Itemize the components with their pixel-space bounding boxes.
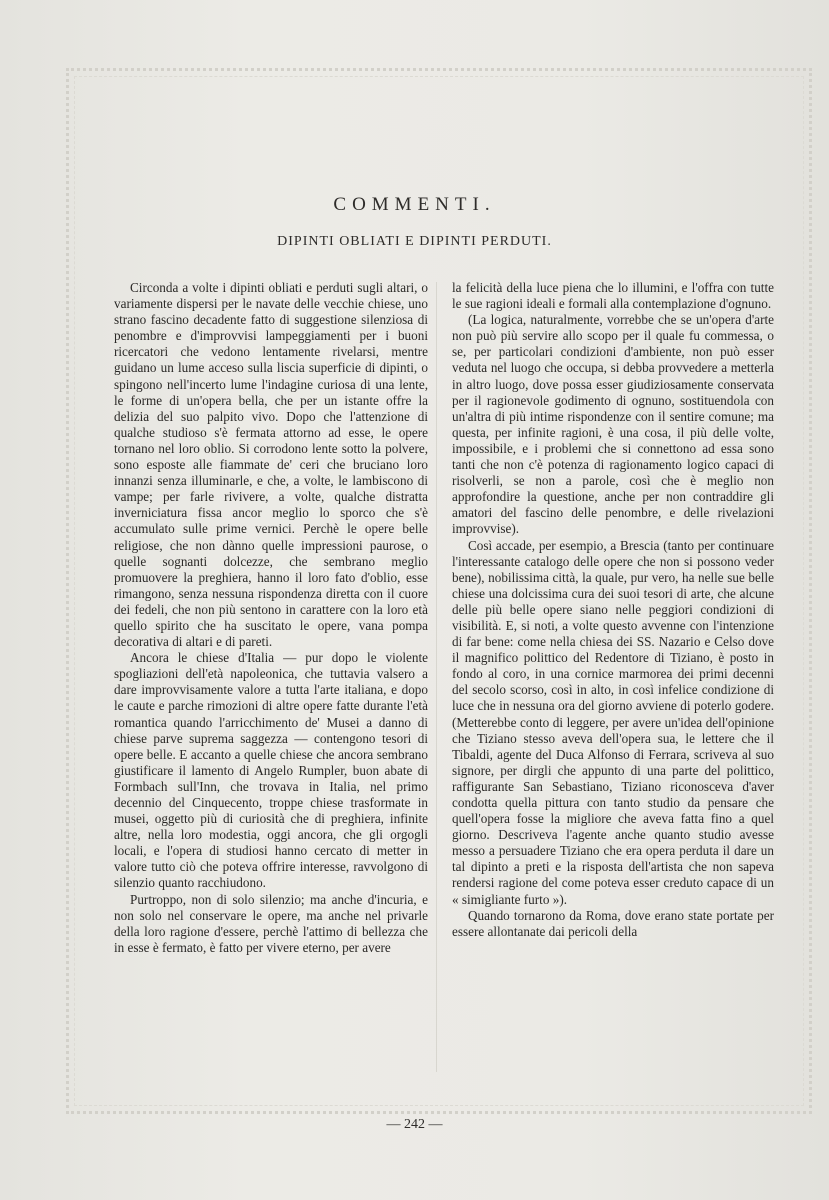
paragraph: Ancora le chiese d'Italia — pur dopo le violente spogliazioni dell'età napoleonica, che tuttavia valsero a dare improvvisamente valore a tutta l'arte italiana, e dopo le caute e parche rimozioni di altre opere fatte durante l'età romantica quando l'arricchimento de' Musei a danno di chiese parve suprema saggezza — contengono tesori di opere belle. E accanto a quelle chiese che ancora sembrano giustificare il lamento di Angelo Rumpler, buon abate di Formbach sull'Inn, che trovava in Italia, nel primo decennio del Cinquecento, troppe chiese trasformate in musei, oggetto più di curiosità che di preghiera, infinite altre, nella loro modestia, oggi ancora, che gli orgogli locali, e l'opera di studiosi hanno cercato di metter in valore tutto ciò che poteva offrire interesse, ravvolgono di silenzio quanto racchiudono. (114, 650, 428, 891)
article-title: DIPINTI OBLIATI E DIPINTI PERDUTI. (277, 234, 552, 249)
section-title: COMMENTI. (333, 194, 496, 215)
text-column-left (114, 280, 428, 956)
paragraph: Purtroppo, non di solo silenzio; ma anche d'incuria, e non solo nel conservare le opere, ma anche nel privarle della loro ragione d'essere, perchè l'attimo di bellezza che in esse è fermato, è fatto per vivere eterno, per avere (114, 891, 428, 955)
paragraph: Circonda a volte i dipinti obliati e perduti sugli altari, o variamente dispersi per le navate delle vecchie chiese, uno strano fascino decadente fatto di suggestione silenziosa di penombre e d'improvvisi lampeggiamenti per i buoni ricercatori che vedono lentamente rivelarsi, mentre guidano un lume acceso sulla liscia superficie di dipinti, o spingono nell'incerto lume l'indagine curiosa di una lente, le forme di un'opera bella, che per un istante offre la delizia del suo palpito vivo. Dopo che l'attenzione di qualche studioso s'è fermata attorno ad esse, le opere tornano nel loro oblio. Si corrodono lente sotto la polvere, sono esposte alle fiammate de' ceri che bruciano loro innanzi senza illuminarle, e che, a volte, le lambiscono di vampe; per farle rivivere, a volte, qualche distratta inverniciatura fissa ancor meglio lo sporco che s'è accumulato sulle prime vernici. Perchè le opere belle religiose, che non dànno quelle impressioni paurose, o quelle sognanti dolcezze, che sembrano meglio promuovere la preghiera, hanno il loro fato d'oblio, esse rimangono, senza nessuna rispondenza diretta con il cuore dei fedeli, che non più sentono in carattere con la loro età quello spirito che ha suscitato le opere, vana pompa decorativa di altari e di pareti. (114, 280, 428, 650)
page-number: — 242 — (386, 1117, 443, 1132)
paragraph: Così accade, per esempio, a Brescia (tanto per continuare l'interessante catalogo delle opere che non si possono veder bene), nobilissima città, la quale, pur vero, ha nelle sue belle chiese una dolcissima cura dei suoi tesori di arte, che alcune delle più belle opere siano nelle peggiori condizioni di visibilità. E, si noti, a volte questo avvenne con l'intenzione di far bene: come nella chiesa dei SS. Nazario e Celso dove il magnifico polittico del Redentore di Tiziano, è posto in fondo al coro, in una cornice marmorea dei primi decenni del secolo scorso, così in alto, in così infelice condizione di luce che in nessuna ora del giorno avviene di poterlo godere. (Metterebbe conto di leggere, per avere un'idea dell'opinione che Tiziano stesso aveva dell'opera sua, le lettere che il Tibaldi, agente del Duca Alfonso di Ferrara, scriveva al suo signore, per dirgli che appunto di una parte del polittico, raffigurante San Sebastiano, Tiziano riconosceva d'aver condotta quella pittura con tanto studio da pensare che quell'opera fosse la migliore che aveva fatta fino a quel giorno. Descriveva l'agente anche quanto studio avesse messo a persuadere Tiziano che era opera perduta il dare un tal dipinto a preti e la risposta dell'artista che non sapeva rendersi ragione del come poteva esser creduto capace di un « simigliante furto »). (452, 537, 774, 907)
column-divider (436, 282, 437, 1072)
paragraph: la felicità della luce piena che lo illumini, e l'offra con tutte le sue ragioni ideali e formali alla contemplazione d'ognuno. (452, 280, 774, 312)
paragraph: Quando tornarono da Roma, dove erano state portate per essere allontanate dai pericoli della (452, 907, 774, 939)
paragraph: (La logica, naturalmente, vorrebbe che se un'opera d'arte non può più servire allo scopo per il quale fu commessa, o se, per particolari condizioni d'ambiente, non può esser veduta nel luogo che occupa, si debba provvedere a metterla in altro luogo, dove possa esser giudiziosamente conservata per il ragionevole godimento di ognuno, sostituendola con un'altra di più intime rispondenze con il sentire comune; ma questa, per infinite ragioni, è una cosa, il più delle volte, impossibile, e i problemi che si connettono ad essa sono tanti che non c'è potenza di ragionamento logico capaci di risolverli, se non a parole, così che è meglio non approfondire la questione, anche per non contraddire gli amatori del fascino delle penombre, e delle rivelazioni improvvise). (452, 312, 774, 537)
text-column-right (452, 280, 774, 940)
